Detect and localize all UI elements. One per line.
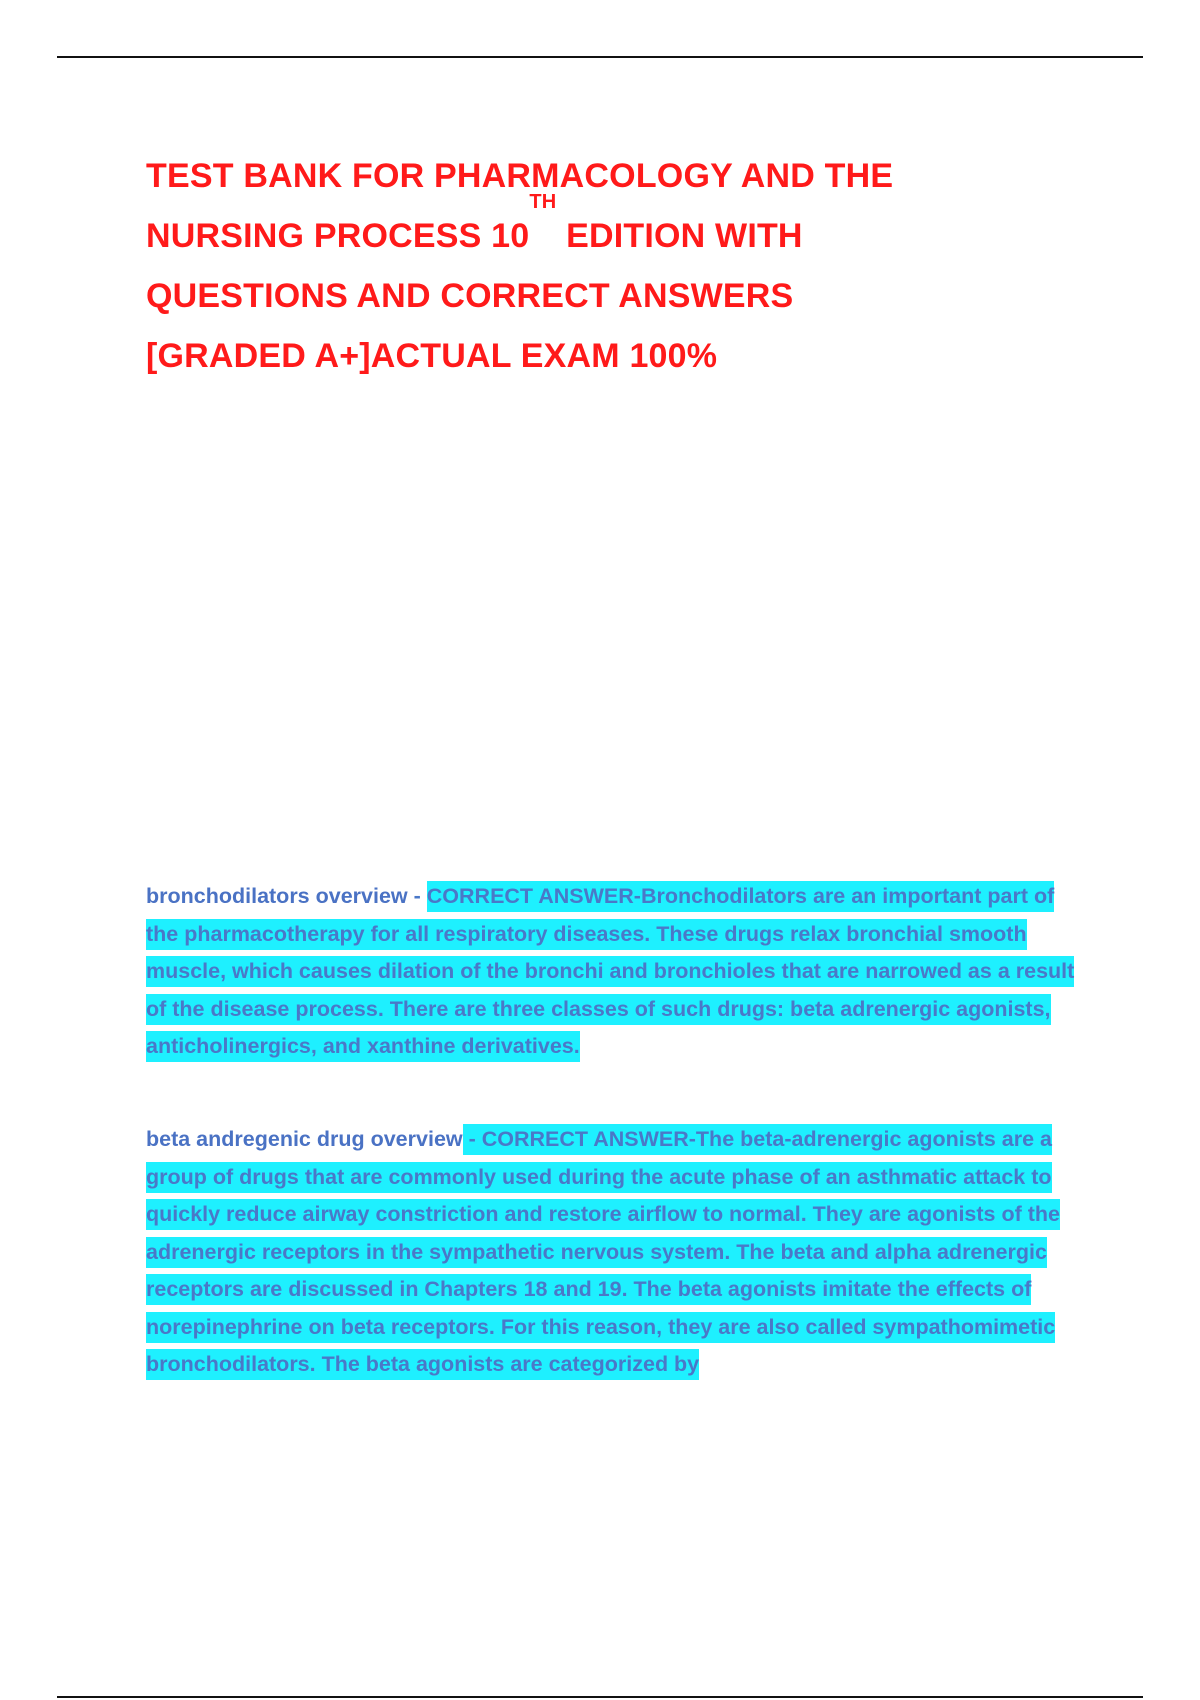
document-title: [146, 146, 1086, 386]
qa-answer-highlighted: [146, 1124, 1060, 1380]
qa-term: beta andregenic drug overview: [146, 1127, 463, 1151]
qa-answer-highlighted: CORRECT ANSWER-Bronchodilators are an important part of the pharmacotherapy for all respiratory diseases. These drugs relax bronchial smooth muscle, which causes dilation of the bronchi and bronchioles that are narrowed as a result of the disease process. There are three classes of such drugs: beta adrenergic agonists, anticholinergics, and xanthine derivatives.: [146, 881, 1074, 1062]
header-rule: [57, 56, 1143, 58]
title-line-2-rest: EDITION WITH: [556, 217, 803, 255]
title-line-2: [146, 191, 1086, 266]
title-superscript: TH: [529, 191, 557, 213]
title-line-1: TEST BANK FOR PHARMACOLOGY AND THE: [146, 157, 894, 195]
qa-item-beta-adrenergic: [146, 1121, 1086, 1384]
title-line-2-text: NURSING PROCESS 10: [146, 217, 530, 255]
title-line-3: QUESTIONS AND CORRECT ANSWERS: [146, 277, 794, 315]
qa-separator: -: [407, 884, 427, 908]
qa-term: bronchodilators overview: [146, 884, 408, 908]
title-line-4: [GRADED A+]ACTUAL EXAM 100%: [146, 337, 718, 375]
qa-answer-text: CORRECT ANSWER-The beta-adrenergic agonists are a group of drugs that are commonly used during the acute phase of an asthmatic attack to quickly reduce airway constriction and restore airflow to normal. They are agonists of the adrenergic receptors in the sympathetic nervous system. The beta and alpha adrenergic receptors are discussed in Chapters 18 and 19. The beta agonists imitate the effects of norepinephrine on beta receptors. For this reason, they are also called sympathomimetic bronchodilators. The beta agonists are categorized by: [146, 1127, 1060, 1376]
qa-item-bronchodilators: [146, 878, 1086, 1066]
qa-separator: -: [462, 1127, 482, 1151]
footer-rule: [57, 1696, 1143, 1698]
